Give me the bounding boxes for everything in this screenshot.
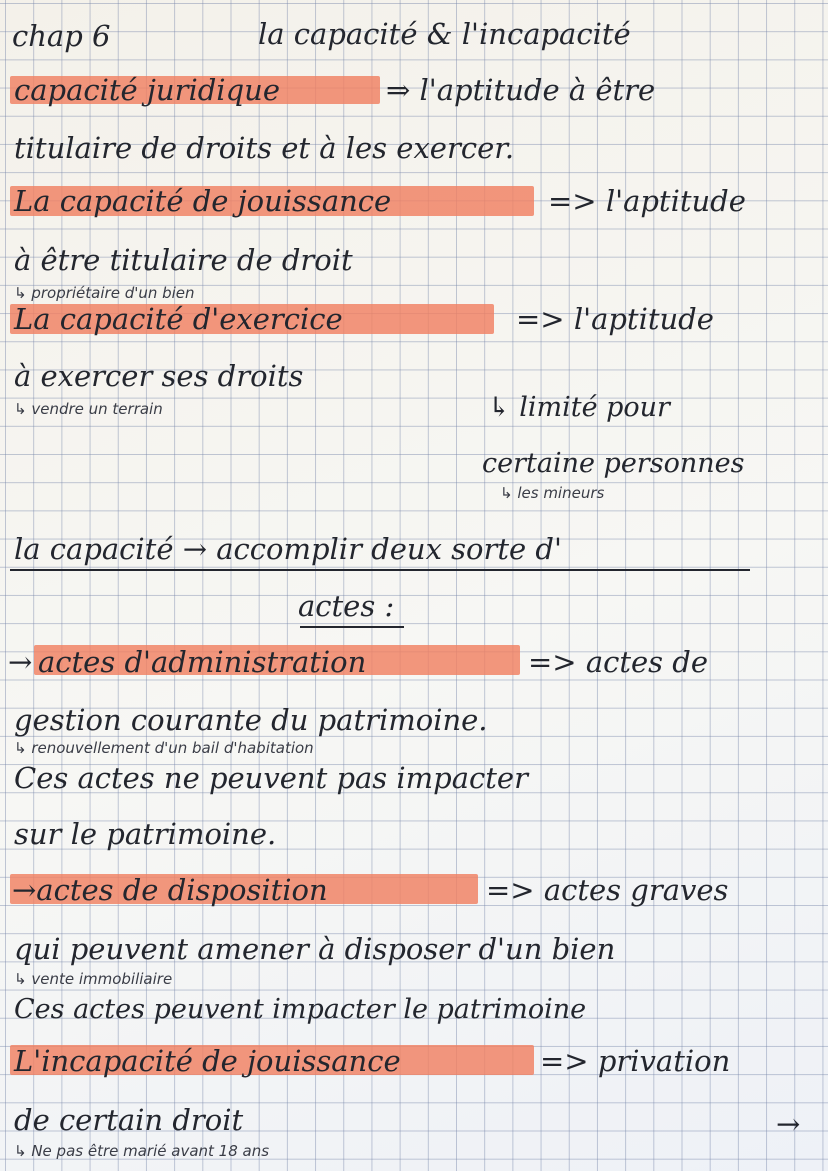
page-title: la capacité & l'incapacité xyxy=(258,17,631,51)
definition-line-3: => l'aptitude xyxy=(548,184,746,218)
term-capacite-juridique: capacité juridique xyxy=(14,73,280,107)
term-actes-administration: actes d'administration xyxy=(38,645,367,679)
definition-line-9: => actes de xyxy=(528,645,708,679)
subtitle-actes: actes : xyxy=(298,589,395,623)
example-mariage: ↳ Ne pas être marié avant 18 ans xyxy=(14,1142,270,1160)
example-renouvellement-bail: ↳ renouvellement d'un bail d'habitation xyxy=(14,739,314,757)
actes-underline xyxy=(300,626,404,628)
definition-line-2: titulaire de droits et à les exercer. xyxy=(14,131,515,165)
definition-line-11: Ces actes ne peuvent pas impacter xyxy=(14,761,528,795)
note-les-mineurs: ↳ les mineurs xyxy=(500,484,605,502)
definition-line-14: qui peuvent amener à disposer d'un bien xyxy=(14,932,616,966)
term-capacite-exercice: La capacité d'exercice xyxy=(14,302,343,336)
term-capacite-jouissance: La capacité de jouissance xyxy=(14,184,392,218)
example-proprietaire: ↳ propriétaire d'un bien xyxy=(14,284,195,302)
definition-line-12: sur le patrimoine. xyxy=(14,817,277,851)
definition-line-17: de certain droit xyxy=(14,1103,244,1137)
note-certaine-personnes: certaine personnes xyxy=(482,448,745,479)
definition-line-7: la capacité → accomplir deux sorte d' xyxy=(14,532,562,566)
definition-line-4: à être titulaire de droit xyxy=(14,243,353,277)
definition-line-16: => privation xyxy=(540,1044,731,1078)
underline-rule xyxy=(10,569,750,571)
definition-line-10: gestion courante du patrimoine. xyxy=(14,703,488,737)
term-incapacite-jouissance: L'incapacité de jouissance xyxy=(14,1044,401,1078)
example-vendre-terrain: ↳ vendre un terrain xyxy=(14,400,163,418)
example-vente-immobiliaire: ↳ vente immobiliaire xyxy=(14,970,173,988)
definition-line-6: à exercer ses droits xyxy=(14,359,304,393)
chapter-label: chap 6 xyxy=(12,19,111,53)
arrow-1: → xyxy=(8,645,33,679)
definition-line-5: => l'aptitude xyxy=(516,302,714,336)
note-limite-pour: ↳ limité pour xyxy=(488,392,670,423)
definition-line-1: ⇒ l'aptitude à être xyxy=(386,73,656,107)
definition-line-15: Ces actes peuvent impacter le patrimoine xyxy=(14,994,587,1025)
continue-arrow: → xyxy=(776,1107,801,1141)
definition-line-13: => actes graves xyxy=(486,873,729,907)
term-actes-disposition: →actes de disposition xyxy=(12,873,328,907)
